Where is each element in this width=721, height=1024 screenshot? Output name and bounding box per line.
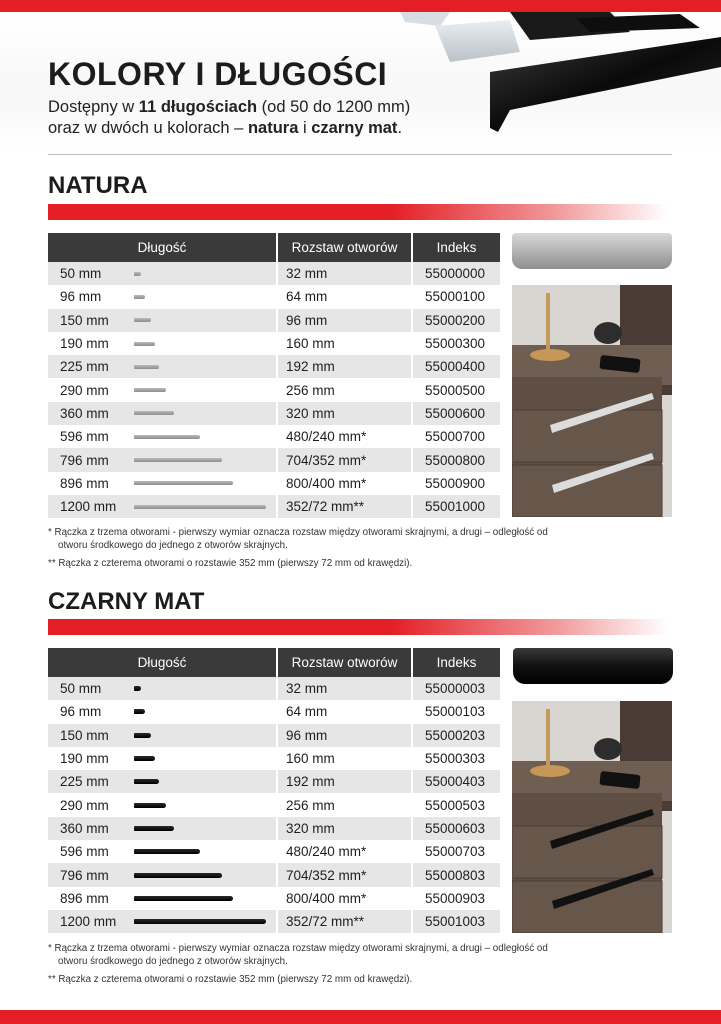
cell-spacing: 32 mm (278, 677, 411, 700)
table-header (48, 233, 500, 262)
handle-length-icon (134, 803, 166, 808)
product-czarny-image (513, 648, 673, 684)
top-red-bar (0, 0, 721, 12)
handle-length-icon (134, 295, 145, 299)
cell-length (48, 448, 276, 471)
table-row (48, 332, 500, 355)
handle-length-icon (134, 896, 233, 901)
cell-spacing: 192 mm (278, 355, 411, 378)
handle-length-icon (134, 756, 155, 761)
cell-spacing: 96 mm (278, 724, 411, 747)
table-row (48, 817, 500, 840)
cell-length (48, 355, 276, 378)
cell-spacing: 352/72 mm** (278, 910, 411, 933)
cell-index: 55000600 (413, 402, 500, 425)
intro-bold-natura: natura (247, 119, 299, 137)
cell-length (48, 863, 276, 886)
cell-length (48, 887, 276, 910)
hero-black-handle (490, 37, 721, 132)
cell-index: 55000903 (425, 890, 486, 906)
cell-length (48, 425, 276, 448)
table-row (48, 495, 500, 518)
cell-index: 55000103 (425, 704, 486, 720)
length-value: 896 mm (60, 475, 109, 491)
intro-part: . (397, 119, 403, 137)
cell-index: 55001000 (413, 495, 500, 518)
table-row (48, 840, 500, 863)
table-row (48, 770, 500, 793)
table-row (48, 425, 500, 448)
product-natura-image (512, 233, 672, 269)
length-value: 96 mm (60, 289, 102, 305)
cell-length (48, 309, 276, 332)
cell-spacing: 800/400 mm* (286, 475, 367, 491)
handle-length-icon (134, 849, 200, 854)
table-row (48, 793, 500, 816)
cell-index: 55000003 (413, 677, 500, 700)
footnote-natura (48, 526, 668, 570)
length-value: 596 mm (60, 844, 109, 860)
cell-spacing: 480/240 mm* (286, 429, 367, 445)
cell-length (48, 285, 276, 308)
col-header-index: Indeks (413, 648, 500, 677)
cell-length (48, 262, 276, 285)
cell-spacing: 192 mm (278, 770, 411, 793)
hero-grey-handle (435, 20, 520, 62)
col-header-length: Długość (48, 648, 276, 677)
table-body (48, 262, 500, 518)
section-title-czarny: CZARNY MAT (48, 588, 205, 615)
cell-spacing: 256 mm (286, 382, 335, 398)
handle-length-icon (134, 458, 222, 462)
cell-spacing: 320 mm (278, 402, 411, 425)
handle-length-icon (134, 733, 151, 738)
section-title-natura: NATURA (48, 172, 148, 199)
cell-spacing: 800/400 mm* (286, 890, 367, 906)
table-row (48, 378, 500, 401)
cell-length (48, 817, 276, 840)
cell-index: 55000303 (425, 751, 486, 767)
table-row (48, 700, 500, 723)
cell-length (48, 747, 276, 770)
table-row (48, 863, 500, 886)
length-value: 225 mm (60, 774, 109, 790)
handle-length-icon (134, 388, 166, 392)
table-row (48, 355, 500, 378)
table-czarny (48, 648, 500, 933)
length-value: 225 mm (60, 359, 109, 375)
furniture-photo-natura (512, 285, 672, 517)
col-header-length: Długość (48, 233, 276, 262)
length-value: 896 mm (60, 890, 109, 906)
footnote-1: * Rączka z trzema otworami - pierwszy wymiar oznacza rozstaw między otworami skrajnymi, a drugi – odległość od (48, 943, 548, 954)
cell-index: 55000700 (425, 429, 486, 445)
cell-spacing: 320 mm (278, 817, 411, 840)
cell-spacing: 704/352 mm* (278, 448, 411, 471)
handle-length-icon (134, 435, 200, 439)
handle-length-icon (134, 505, 266, 509)
cell-spacing: 480/240 mm* (286, 844, 367, 860)
cell-length (48, 700, 276, 723)
cell-spacing: 704/352 mm* (278, 863, 411, 886)
handle-length-icon (134, 318, 151, 322)
col-header-spacing: Rozstaw otworów (278, 233, 411, 262)
handle-length-icon (134, 272, 141, 276)
cell-index: 55001003 (413, 910, 500, 933)
cell-length (48, 724, 276, 747)
length-value: 360 mm (60, 820, 109, 836)
cell-index: 55000803 (413, 863, 500, 886)
cell-index: 55000200 (413, 309, 500, 332)
cell-index: 55000500 (425, 382, 486, 398)
cell-length (48, 495, 276, 518)
handle-length-icon (134, 342, 155, 346)
page-title: KOLORY I DŁUGOŚCI (48, 56, 388, 92)
hero-grey-handle-small (400, 12, 450, 26)
cell-index: 55000503 (425, 797, 486, 813)
intro-part: Dostępny w (48, 98, 139, 116)
table-header (48, 648, 500, 677)
handle-length-icon (134, 709, 145, 714)
col-header-spacing: Rozstaw otworów (278, 648, 411, 677)
cell-index: 55000603 (413, 817, 500, 840)
handle-length-icon (134, 826, 174, 831)
cell-length (48, 910, 276, 933)
length-value: 190 mm (60, 751, 109, 767)
cell-length (48, 770, 276, 793)
footnote-2: ** Rączka z czterema otworami o rozstawie 352 mm (pierwszy 72 mm od krawędzi). (48, 974, 413, 985)
cell-length (48, 677, 276, 700)
cell-spacing: 352/72 mm** (278, 495, 411, 518)
cell-index: 55000000 (413, 262, 500, 285)
table-row (48, 724, 500, 747)
length-value: 596 mm (60, 429, 109, 445)
handle-length-icon (134, 686, 141, 691)
length-value: 796 mm (60, 867, 109, 883)
handle-length-icon (134, 873, 222, 878)
length-value: 1200 mm (60, 914, 117, 930)
cell-spacing: 160 mm (286, 336, 335, 352)
cell-length (48, 472, 276, 495)
section-divider (48, 154, 672, 155)
cell-spacing: 256 mm (286, 797, 335, 813)
cell-index: 55000400 (413, 355, 500, 378)
cell-index: 55000900 (425, 475, 486, 491)
cell-index: 55000100 (425, 289, 486, 305)
cell-spacing: 96 mm (278, 309, 411, 332)
cell-index: 55000300 (425, 336, 486, 352)
handle-length-icon (134, 411, 174, 415)
intro-bold-czarny: czarny mat (311, 119, 398, 137)
section-bar-czarny (48, 619, 668, 635)
cell-length (48, 402, 276, 425)
table-row (48, 448, 500, 471)
table-row (48, 402, 500, 425)
length-value: 150 mm (60, 312, 109, 328)
table-row (48, 285, 500, 308)
cell-length (48, 793, 276, 816)
cell-length (48, 378, 276, 401)
cell-index: 55000403 (413, 770, 500, 793)
handle-length-icon (134, 779, 159, 784)
length-value: 290 mm (60, 382, 109, 398)
cell-length (48, 332, 276, 355)
handle-length-icon (134, 919, 266, 924)
table-row (48, 677, 500, 700)
table-row (48, 910, 500, 933)
cell-spacing: 160 mm (286, 751, 335, 767)
col-header-index: Indeks (413, 233, 500, 262)
intro-bold-lengths: 11 długościach (138, 98, 258, 116)
length-value: 290 mm (60, 797, 109, 813)
length-value: 360 mm (60, 405, 109, 421)
length-value: 96 mm (60, 704, 102, 720)
table-row (48, 472, 500, 495)
handle-length-icon (134, 481, 233, 485)
intro-part: i (298, 119, 312, 137)
intro-part: oraz w dwóch u kolorach – (48, 119, 248, 137)
intro-part: (od 50 do 1200 mm) (257, 98, 411, 116)
footnote-1-cont: otworu środkowego do jednego z otworów skrajnych. (58, 956, 288, 967)
table-row (48, 262, 500, 285)
furniture-photo-czarny (512, 701, 672, 933)
cell-index: 55000203 (413, 724, 500, 747)
footnote-1-cont: otworu środkowego do jednego z otworów skrajnych. (58, 540, 288, 551)
footnote-1: * Rączka z trzema otworami - pierwszy wymiar oznacza rozstaw między otworami skrajnymi, a drugi – odległość od (48, 527, 548, 538)
cell-spacing: 32 mm (278, 262, 411, 285)
table-body (48, 677, 500, 933)
length-value: 50 mm (60, 681, 102, 697)
footnote-czarny (48, 942, 668, 986)
section-bar-natura (48, 204, 668, 220)
length-value: 50 mm (60, 266, 102, 282)
footnote-2: ** Rączka z czterema otworami o rozstawie 352 mm (pierwszy 72 mm od krawędzi). (48, 558, 413, 569)
cell-length (48, 840, 276, 863)
cell-spacing: 64 mm (286, 704, 328, 720)
table-row (48, 887, 500, 910)
cell-index: 55000800 (413, 448, 500, 471)
handle-length-icon (134, 365, 159, 369)
table-natura (48, 233, 500, 518)
length-value: 1200 mm (60, 499, 117, 515)
intro-text (48, 97, 468, 139)
cell-spacing: 64 mm (286, 289, 328, 305)
cell-index: 55000703 (425, 844, 486, 860)
length-value: 796 mm (60, 452, 109, 468)
table-row (48, 747, 500, 770)
table-row (48, 309, 500, 332)
bottom-red-bar (0, 1010, 721, 1024)
length-value: 150 mm (60, 727, 109, 743)
length-value: 190 mm (60, 336, 109, 352)
